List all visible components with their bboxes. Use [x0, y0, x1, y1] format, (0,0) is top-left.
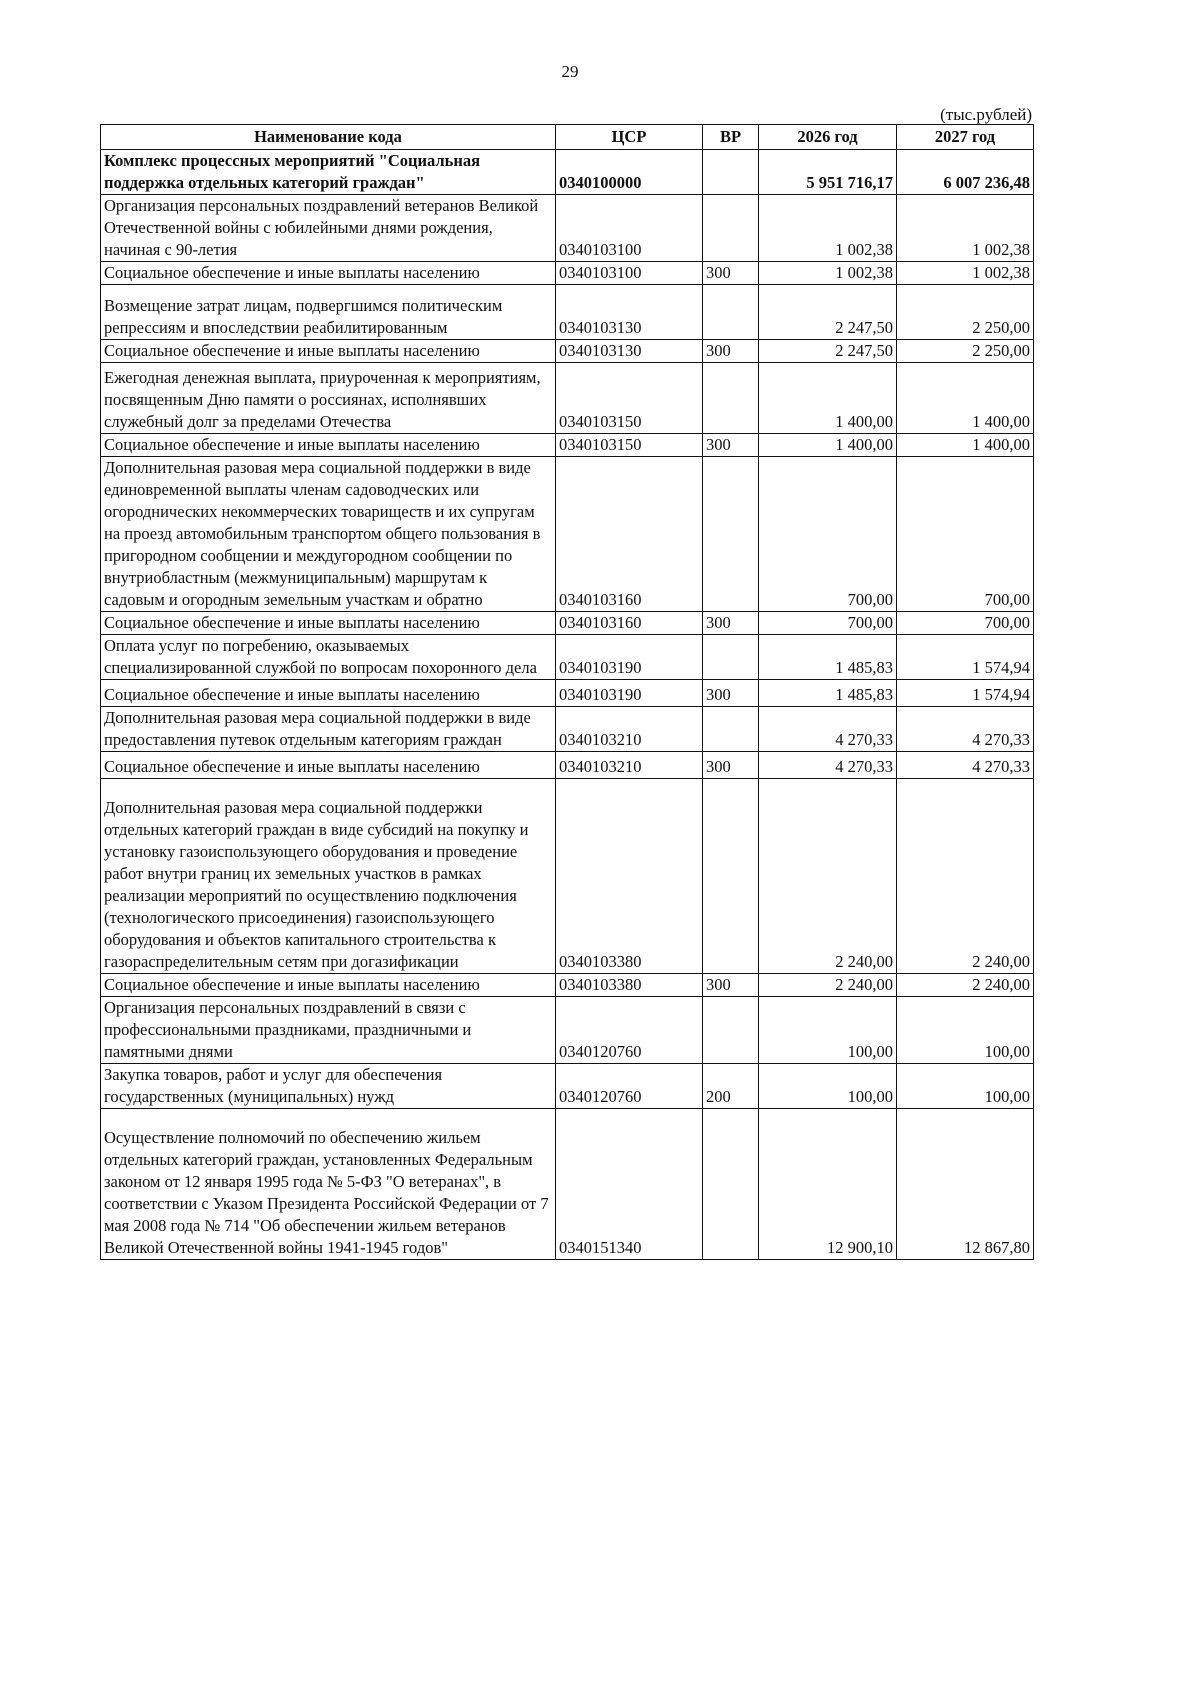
row-2027: 1 400,00	[897, 434, 1034, 457]
row-2027: 2 240,00	[897, 779, 1034, 974]
table-row	[101, 340, 1034, 363]
row-vr	[703, 997, 759, 1064]
row-2027: 1 400,00	[897, 363, 1034, 434]
row-2026: 2 247,50	[759, 340, 897, 363]
table-row	[101, 195, 1034, 262]
units-label: (тыс.рублей)	[940, 105, 1032, 124]
row-csr: 0340103130	[556, 340, 703, 363]
table-row	[101, 1109, 1034, 1260]
row-csr: 0340103190	[556, 635, 703, 680]
row-vr	[703, 363, 759, 434]
row-2026: 1 485,83	[759, 680, 897, 707]
row-2026: 5 951 716,17	[759, 150, 897, 195]
table-row	[101, 285, 1034, 340]
row-csr: 0340103380	[556, 779, 703, 974]
row-vr	[703, 635, 759, 680]
row-2027: 100,00	[897, 1064, 1034, 1109]
row-csr: 0340100000	[556, 150, 703, 195]
row-name: Социальное обеспечение и иные выплаты населению	[101, 974, 556, 997]
header-2026: 2026 год	[759, 125, 897, 150]
row-name: Осуществление полномочий по обеспечению жильем отдельных категорий граждан, установленных Федеральным законом от 12 января 1995 года № 5-ФЗ "О ветеранах", в соответствии с Указом Президента Российской Федерации от 7 мая 2008 года № 714 "Об обеспечении жильем ветеранов Великой Отечественной войны 1941-1945 годов"	[101, 1109, 556, 1260]
row-2026: 2 240,00	[759, 974, 897, 997]
row-vr: 300	[703, 340, 759, 363]
row-vr	[703, 150, 759, 195]
row-name: Дополнительная разовая мера социальной поддержки в виде единовременной выплаты членам садоводческих или огороднических некоммерческих товариществ и их супругам на проезд автомобильным транспортом общего пользования в пригородном сообщении и междугородном сообщении по внутриобластным (межмуниципальным) маршрутам к садовым и огородным земельным участкам и обратно	[101, 457, 556, 612]
row-2026: 4 270,33	[759, 707, 897, 752]
row-name: Организация персональных поздравлений ветеранов Великой Отечественной войны с юбилейными днями рождения, начиная с 90-летия	[101, 195, 556, 262]
row-2026: 100,00	[759, 997, 897, 1064]
row-2026: 1 400,00	[759, 434, 897, 457]
row-name: Оплата услуг по погребению, оказываемых специализированной службой по вопросам похоронного дела	[101, 635, 556, 680]
row-2027: 2 250,00	[897, 285, 1034, 340]
row-name: Ежегодная денежная выплата, приуроченная к мероприятиям, посвященным Дню памяти о россиянах, исполнявших служебный долг за пределами Отечества	[101, 363, 556, 434]
table-row	[101, 363, 1034, 434]
table-row	[101, 150, 1034, 195]
row-vr: 300	[703, 752, 759, 779]
row-csr: 0340103130	[556, 285, 703, 340]
row-2026: 4 270,33	[759, 752, 897, 779]
page-number: 29	[561, 62, 579, 81]
table-row	[101, 707, 1034, 752]
row-csr: 0340120760	[556, 997, 703, 1064]
row-csr: 0340120760	[556, 1064, 703, 1109]
row-vr: 300	[703, 974, 759, 997]
row-2027: 1 574,94	[897, 680, 1034, 707]
table-row	[101, 635, 1034, 680]
row-name: Комплекс процессных мероприятий "Социальная поддержка отдельных категорий граждан"	[101, 150, 556, 195]
header-csr: ЦСР	[556, 125, 703, 150]
row-2026: 1 400,00	[759, 363, 897, 434]
row-2026: 1 002,38	[759, 262, 897, 285]
row-vr: 300	[703, 612, 759, 635]
row-csr: 0340103100	[556, 262, 703, 285]
header-vr: ВР	[703, 125, 759, 150]
table-row	[101, 612, 1034, 635]
row-2026: 100,00	[759, 1064, 897, 1109]
row-name: Возмещение затрат лицам, подвергшимся политическим репрессиям и впоследствии реабилитированным	[101, 285, 556, 340]
row-2026: 700,00	[759, 612, 897, 635]
row-name: Социальное обеспечение и иные выплаты населению	[101, 680, 556, 707]
row-name: Организация персональных поздравлений в связи с профессиональными праздниками, праздничными и памятными днями	[101, 997, 556, 1064]
row-2027: 700,00	[897, 612, 1034, 635]
row-2027: 1 574,94	[897, 635, 1034, 680]
row-name: Социальное обеспечение и иные выплаты населению	[101, 262, 556, 285]
row-csr: 0340103210	[556, 707, 703, 752]
row-name: Социальное обеспечение и иные выплаты населению	[101, 434, 556, 457]
row-csr: 0340103160	[556, 612, 703, 635]
row-2027: 4 270,33	[897, 752, 1034, 779]
row-2026: 2 247,50	[759, 285, 897, 340]
row-vr	[703, 195, 759, 262]
table-row	[101, 262, 1034, 285]
table-row	[101, 779, 1034, 974]
row-2026: 1 002,38	[759, 195, 897, 262]
row-vr: 200	[703, 1064, 759, 1109]
row-2026: 2 240,00	[759, 779, 897, 974]
row-csr: 0340151340	[556, 1109, 703, 1260]
header-name: Наименование кода	[101, 125, 556, 150]
row-2027: 2 240,00	[897, 974, 1034, 997]
row-name: Закупка товаров, работ и услуг для обеспечения государственных (муниципальных) нужд	[101, 1064, 556, 1109]
row-csr: 0340103150	[556, 363, 703, 434]
table-row	[101, 1064, 1034, 1109]
row-name: Дополнительная разовая мера социальной поддержки отдельных категорий граждан в виде субсидий на покупку и установку газоиспользующего оборудования и проведение работ внутри границ их земельных участков в рамках реализации мероприятий по осуществлению подключения (технологического присоединения) газоиспользующего оборудования и объектов капитального строительства к газораспределительным сетям при догазификации	[101, 779, 556, 974]
row-2027: 700,00	[897, 457, 1034, 612]
row-name: Социальное обеспечение и иные выплаты населению	[101, 752, 556, 779]
row-2027: 2 250,00	[897, 340, 1034, 363]
table-row	[101, 752, 1034, 779]
row-csr: 0340103150	[556, 434, 703, 457]
table-row	[101, 680, 1034, 707]
table-row	[101, 997, 1034, 1064]
row-vr	[703, 779, 759, 974]
row-csr: 0340103100	[556, 195, 703, 262]
row-csr: 0340103380	[556, 974, 703, 997]
header-2027: 2027 год	[897, 125, 1034, 150]
row-name: Социальное обеспечение и иные выплаты населению	[101, 340, 556, 363]
row-vr: 300	[703, 434, 759, 457]
row-vr	[703, 285, 759, 340]
table-row	[101, 434, 1034, 457]
row-2027: 100,00	[897, 997, 1034, 1064]
row-vr: 300	[703, 262, 759, 285]
row-vr	[703, 457, 759, 612]
row-vr	[703, 1109, 759, 1260]
table-row	[101, 457, 1034, 612]
row-vr	[703, 707, 759, 752]
row-csr: 0340103160	[556, 457, 703, 612]
row-2027: 1 002,38	[897, 195, 1034, 262]
table-body	[101, 150, 1034, 1260]
row-2026: 1 485,83	[759, 635, 897, 680]
budget-table	[100, 124, 1034, 1260]
table-header-row	[101, 125, 1034, 150]
row-name: Дополнительная разовая мера социальной поддержки в виде предоставления путевок отдельным категориям граждан	[101, 707, 556, 752]
row-name: Социальное обеспечение и иные выплаты населению	[101, 612, 556, 635]
row-2026: 700,00	[759, 457, 897, 612]
row-vr: 300	[703, 680, 759, 707]
row-2027: 4 270,33	[897, 707, 1034, 752]
row-2027: 12 867,80	[897, 1109, 1034, 1260]
row-csr: 0340103210	[556, 752, 703, 779]
row-2026: 12 900,10	[759, 1109, 897, 1260]
row-2027: 1 002,38	[897, 262, 1034, 285]
table-row	[101, 974, 1034, 997]
row-csr: 0340103190	[556, 680, 703, 707]
row-2027: 6 007 236,48	[897, 150, 1034, 195]
